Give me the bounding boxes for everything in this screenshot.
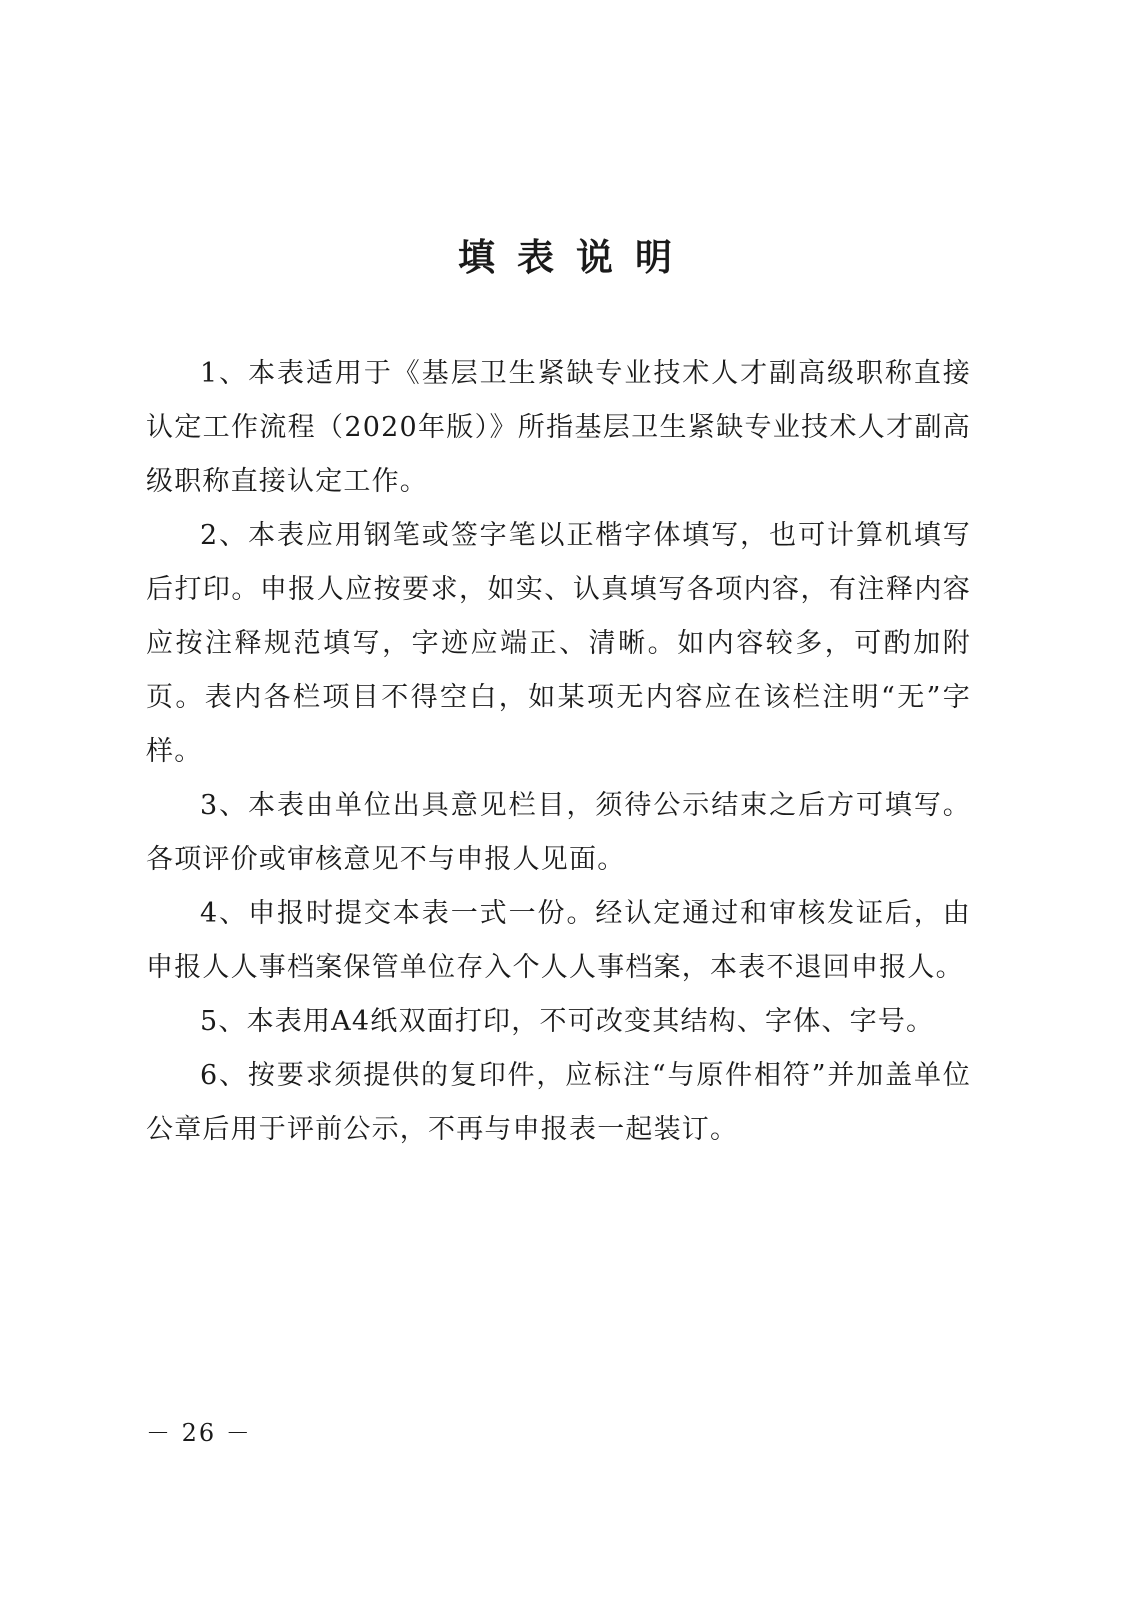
instructions-body <box>146 347 971 1157</box>
page-number: － 26 － <box>146 1419 252 1447</box>
instruction-paragraph-4: 4、申报时提交本表一式一份。经认定通过和审核发证后，由申报人人事档案保管单位存入个人人事档案，本表不退回申报人。 <box>146 898 971 983</box>
instruction-paragraph-3: 3、本表由单位出具意见栏目，须待公示结束之后方可填写。各项评价或审核意见不与申报人见面。 <box>146 790 971 875</box>
page-title: 填表说明 <box>458 236 694 279</box>
instruction-paragraph-2: 2、本表应用钢笔或签字笔以正楷字体填写，也可计算机填写后打印。申报人应按要求，如实、认真填写各项内容，有注释内容应按注释规范填写，字迹应端正、清晰。如内容较多，可酌加附页。表内各栏项目不得空白，如某项无内容应在该栏注明“无”字样。 <box>146 520 971 767</box>
instruction-paragraph-6: 6、按要求须提供的复印件，应标注“与原件相符”并加盖单位公章后用于评前公示，不再与申报表一起装订。 <box>146 1060 971 1145</box>
instruction-paragraph-5: 5、本表用A4纸双面打印，不可改变其结构、字体、字号。 <box>200 1006 935 1037</box>
instruction-paragraph-1: 1、本表适用于《基层卫生紧缺专业技术人才副高级职称直接认定工作流程（2020年版）》所指基层卫生紧缺专业技术人才副高级职称直接认定工作。 <box>146 358 971 497</box>
